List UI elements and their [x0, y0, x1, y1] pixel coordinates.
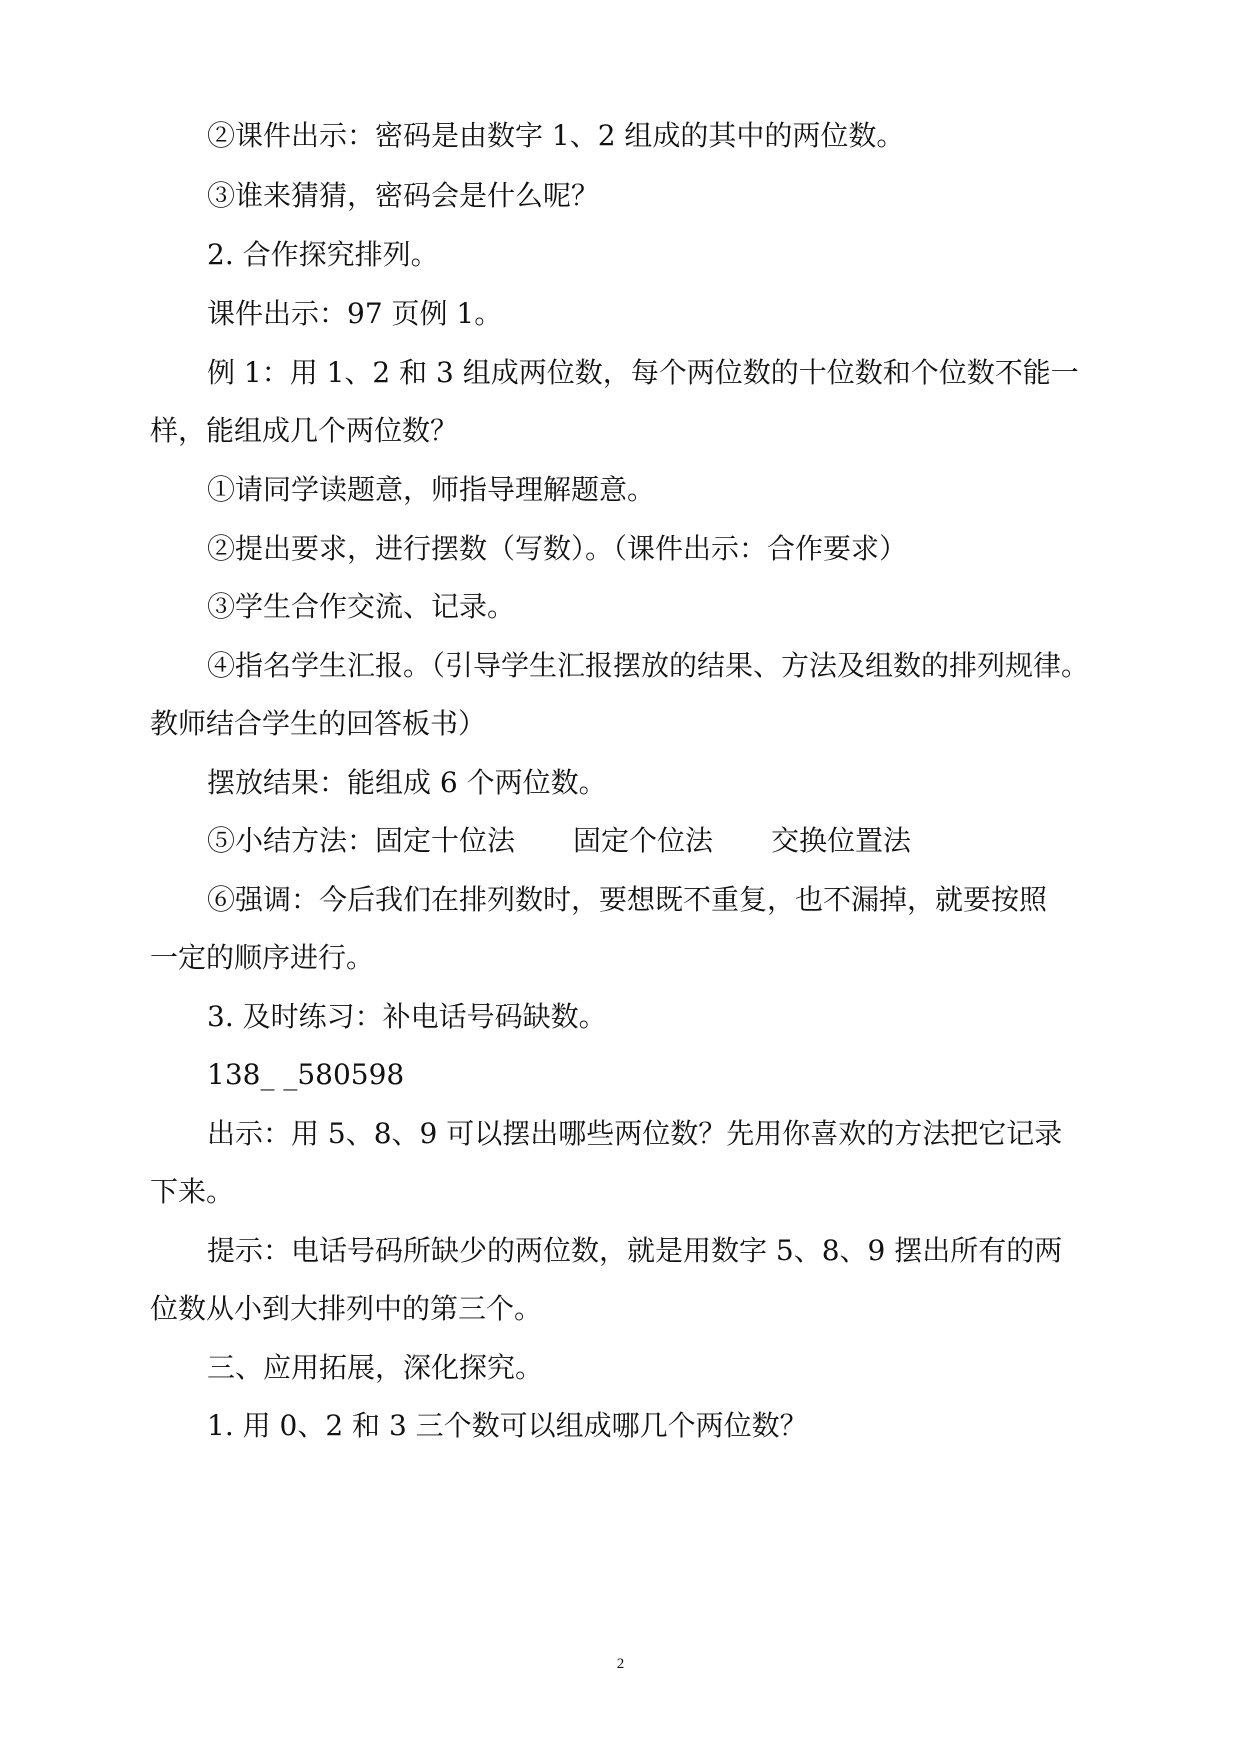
summary-method-2: 固定个位法 [573, 824, 714, 857]
paragraph-result: 摆放结果：能组成 6 个两位数。 [207, 766, 607, 799]
paragraph-example1-line1: 例 1：用 1、2 和 3 组成两位数，每个两位数的十位数和个位数不能一 [207, 356, 1079, 389]
section-heading-application: 三、应用拓展，深化探究。 [207, 1351, 544, 1384]
paragraph-summary-methods [207, 823, 911, 859]
paragraph-show-line1: 出示：用 5、8、9 可以摆出哪些两位数？先用你喜欢的方法把它记录 [207, 1117, 1063, 1150]
summary-method-1: ⑤小结方法：固定十位法 [207, 824, 516, 857]
paragraph-report-line1: ④指名学生汇报。（引导学生汇报摆放的结果、方法及组数的排列规律。 [207, 649, 1090, 682]
paragraph-password-hint: ②课件出示：密码是由数字 1、2 组成的其中的两位数。 [207, 119, 905, 152]
paragraph-report-line2: 教师结合学生的回答板书） [150, 707, 487, 740]
section-heading-cooperative: 2. 合作探究排列。 [207, 238, 439, 271]
paragraph-show-line2: 下来。 [150, 1175, 235, 1208]
page-number: 2 [616, 1656, 625, 1672]
paragraph-exercise-1: 1. 用 0、2 和 3 三个数可以组成哪几个两位数？ [207, 1409, 808, 1442]
paragraph-emphasis-line2: 一定的顺序进行。 [150, 941, 375, 974]
summary-method-3: 交换位置法 [771, 824, 912, 857]
paragraph-example1-line2: 样，能组成几个两位数？ [150, 414, 459, 447]
paragraph-requirements: ②提出要求，进行摆数（写数）。（课件出示：合作要求） [207, 532, 908, 565]
paragraph-read-question: ①请同学读题意，师指导理解题意。 [207, 473, 656, 506]
paragraph-emphasis-line1: ⑥强调：今后我们在排列数时，要想既不重复，也不漏掉，就要按照 [207, 883, 1048, 916]
paragraph-cooperate-record: ③学生合作交流、记录。 [207, 590, 516, 623]
paragraph-guess-question: ③谁来猜猜，密码会是什么呢？ [207, 179, 600, 212]
phone-number: 138_ _580598 [207, 1058, 405, 1091]
paragraph-hint-line2: 位数从小到大排列中的第三个。 [150, 1292, 543, 1325]
section-heading-practice: 3. 及时练习：补电话号码缺数。 [207, 1000, 607, 1033]
paragraph-hint-line1: 提示：电话号码所缺少的两位数，就是用数字 5、8、9 摆出所有的两 [207, 1234, 1063, 1267]
paragraph-courseware-example: 课件出示：97 页例 1。 [207, 297, 503, 330]
